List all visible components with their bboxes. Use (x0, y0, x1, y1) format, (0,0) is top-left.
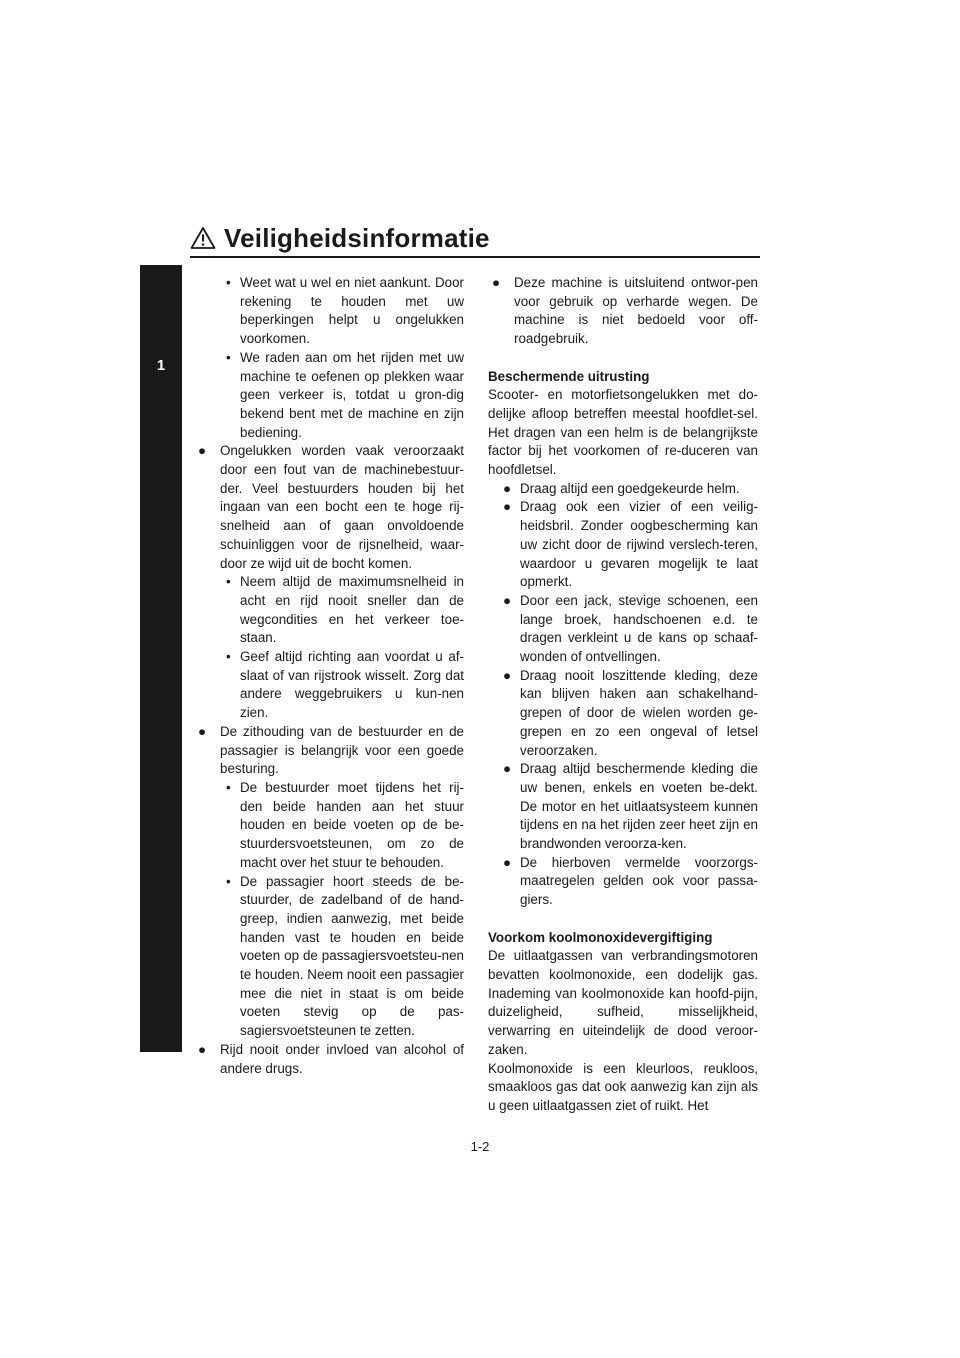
list-item-text: Door een jack, stevige schoenen, een lange broek, handschoenen e.d. te dragen verkleint u de kans op schaaf-wonden of ontvellingen. (520, 592, 758, 665)
bullet-marker: • (226, 779, 231, 795)
list-item (194, 873, 464, 1041)
list-item (194, 1041, 464, 1078)
chapter-number: 1 (156, 357, 166, 374)
list-item-text: Geef altijd richting aan voordat u af-slaat of van rijstrook wisselt. Zorg dat andere weggebruikers u kun-nen zien. (240, 649, 464, 721)
bullet-marker: • (226, 275, 231, 290)
list-item (194, 723, 464, 779)
list-item (488, 274, 758, 349)
list-item-text: De passagier hoort steeds de be-stuurder, de zadelband of de hand-greep, indien aanwezig, met beide handen vast te houden en beide voeten op de passagiersvoetsteu-nen te houden. Neem nooit een passagier mee die niet in staat is om beide voeten stevig op de pas-sagiersvoetsteunen te zetten. (240, 873, 464, 1039)
bullet-marker: • (226, 873, 231, 889)
page-title: Veiligheidsinformatie (224, 223, 490, 253)
list-item-text: Ongelukken worden vaak veroorzaakt door een fout van de machinebestuur-der. Veel bestuurders houden bij het ingaan van een bocht een te hoge rij-snelheid aan of gaan onvoldoende schuinliggen voor de rijsnelheid, waar-door ze wijd uit de bocht komen. (220, 443, 464, 571)
list-item-text: Rijd nooit onder invloed van alcohol of andere drugs. (220, 1041, 464, 1076)
paragraph: Scooter- en motorfietsongelukken met do-delijke afloop betreffen meestal hoofdlet-sel. Het dragen van een helm is de belangrijkste factor bij het voorkomen of re-duceren van hoofdletsel. (488, 387, 758, 478)
page-header (190, 222, 760, 258)
list-item (194, 573, 464, 648)
list-item (488, 480, 758, 499)
paragraph: Koolmonoxide is een kleurloos, reukloos, smaakloos gas dat ook aanwezig kan zijn als u geen uitlaatgassen ziet of ruikt. Het (488, 1060, 758, 1113)
list-item (194, 648, 464, 723)
bullet-dot-icon: ● (503, 480, 512, 496)
list-item-text: De hierboven vermelde voorzorgs-maatregelen gelden ook voor passa-giers. (520, 854, 758, 908)
bullet-dot-icon: ● (503, 854, 512, 870)
section-heading: Voorkom koolmonoxidevergiftiging (488, 929, 713, 945)
list-item-text: Weet wat u wel en niet aankunt. Door rekening te houden met uw beperkingen helpt u ongelukken voorkomen. (240, 275, 464, 347)
bullet-dot-icon: ● (198, 1041, 207, 1057)
list-item (194, 274, 464, 349)
bullet-marker: • (226, 349, 231, 365)
bullet-marker: • (226, 574, 231, 590)
list-item-text: Draag altijd een goedgekeurde helm. (520, 480, 740, 496)
list-item (488, 498, 758, 592)
bullet-dot-icon: ● (198, 723, 207, 739)
list-item-text: Deze machine is uitsluitend ontwor-pen voor gebruik op verharde wegen. De machine is niet bedoeld voor off-roadgebruik. (514, 275, 758, 347)
bullet-dot-icon: ● (503, 499, 512, 515)
bullet-dot-icon: ● (503, 667, 512, 683)
list-item-text: Draag altijd beschermende kleding die uw benen, enkels en voeten be-dekt. De motor en het uitlaatsysteem kunnen tijdens en na het rijden zeer heet zijn en brandwonden veroorza-ken. (520, 761, 758, 852)
list-item-text: Draag nooit loszittende kleding, deze kan blijven haken aan schakelhand-grepen of door de wielen worden ge-grepen en zo een ongeval of letsel veroorzaken. (520, 667, 758, 758)
section-heading: Beschermende uitrusting (488, 368, 650, 384)
right-column (488, 274, 758, 1116)
list-item (488, 667, 758, 761)
bullet-dot-icon: ● (503, 592, 512, 608)
list-item (488, 592, 758, 667)
list-item (194, 349, 464, 443)
page-number: 1-2 (470, 1139, 490, 1154)
bullet-dot-icon: ● (503, 761, 512, 777)
list-item-text: We raden aan om het rijden met uw machine te oefenen op plekken waar geen verkeer is, totdat u gron-dig bekend bent met de machine en zijn bediening. (240, 349, 464, 440)
chapter-tab (140, 265, 182, 1052)
left-column (194, 274, 464, 1078)
list-item-text: Draag ook een vizier of een veilig-heidsbril. Zonder oogbescherming kan uw zicht door de rijwind verslech-teren, waardoor u gevaren mogelijk te laat opmerkt. (520, 499, 758, 590)
bullet-dot-icon: ● (492, 275, 501, 290)
bullet-marker: • (226, 649, 231, 665)
list-item (488, 760, 758, 854)
list-item-text: De bestuurder moet tijdens het rij-den beide handen aan het stuur houden en beide voeten op de be-stuurdersvoetsteunen, om zo de macht over het stuur te behouden. (240, 779, 464, 870)
list-item (194, 442, 464, 573)
list-item-text: Neem altijd de maximumsnelheid in acht en rijd nooit sneller dan de wegcondities en het verkeer toe-staan. (240, 574, 464, 646)
bullet-dot-icon: ● (198, 443, 207, 459)
paragraph: De uitlaatgassen van verbrandingsmotoren bevatten koolmonoxide, een dodelijk gas. Inademing van koolmonoxide kan hoofd-pijn, duizeligheid, sufheid, misselijkheid, verwarring en uiteindelijk de dood veroor-zaken. (488, 948, 758, 1057)
header-rule (190, 256, 760, 258)
list-item (488, 854, 758, 910)
list-item-text: De zithouding van de bestuurder en de passagier is belangrijk voor een goede besturing. (220, 723, 464, 777)
warning-triangle-icon (190, 226, 216, 250)
list-item (194, 779, 464, 873)
